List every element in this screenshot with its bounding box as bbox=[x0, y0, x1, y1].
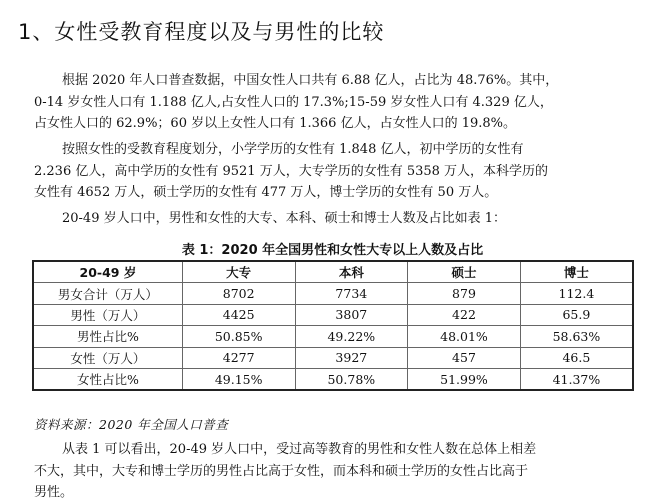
header-cell-age: 20-49 岁 bbox=[33, 261, 182, 283]
table-cell: 49.22% bbox=[295, 326, 408, 347]
table-cell: 3927 bbox=[295, 347, 408, 368]
text-line: 20-49 岁人口中，男性和女性的大专、本科、硕士和博士人数及占比如表 1： bbox=[62, 211, 507, 226]
table-cell: 51.99% bbox=[408, 368, 521, 390]
table-cell: 457 bbox=[408, 347, 521, 368]
table-cell: 46.5 bbox=[520, 347, 633, 368]
table-cell: 4425 bbox=[182, 304, 295, 325]
table-cell: 7734 bbox=[295, 283, 408, 304]
text-line: 女性有 4652 万人，硕士学历的女性有 477 万人，博士学历的女性有 50 万人。 bbox=[34, 185, 498, 200]
text-line: 占女性人口的 62.9%；60 岁以上女性人口有 1.366 亿人，占女性人口的 19.8%。 bbox=[34, 116, 517, 131]
header-cell-master: 硕士 bbox=[408, 261, 521, 283]
table-cell: 112.4 bbox=[520, 283, 633, 304]
row-label: 男女合计（万人） bbox=[33, 283, 182, 304]
table-cell: 422 bbox=[408, 304, 521, 325]
row-label: 女性占比% bbox=[33, 368, 182, 390]
paragraph-education bbox=[34, 139, 636, 204]
section-heading: 1、女性受教育程度以及与男性的比较 bbox=[18, 20, 385, 44]
paragraph-table-intro bbox=[34, 208, 636, 230]
table-cell: 48.01% bbox=[408, 326, 521, 347]
table-row bbox=[33, 326, 633, 347]
row-label: 男性（万人） bbox=[33, 304, 182, 325]
table-row bbox=[33, 304, 633, 325]
table-cell: 4277 bbox=[182, 347, 295, 368]
table-cell: 3807 bbox=[295, 304, 408, 325]
table-cell: 41.37% bbox=[520, 368, 633, 390]
row-label: 女性（万人） bbox=[33, 347, 182, 368]
text-line: 2.236 亿人，高中学历的女性有 9521 万人，大专学历的女性有 5358 万人，本科学历的 bbox=[34, 163, 549, 179]
text-line: 按照女性的受教育程度划分，小学学历的女性有 1.848 亿人，初中学历的女性有 bbox=[62, 142, 524, 157]
table-row bbox=[33, 283, 633, 304]
header-cell-junior-college: 大专 bbox=[182, 261, 295, 283]
text-line: 0-14 岁女性人口有 1.188 亿人,占女性人口的 17.3%;15-59 岁女性人口有 4.329 亿人， bbox=[34, 94, 553, 110]
table-cell: 65.9 bbox=[520, 304, 633, 325]
table-header-row bbox=[33, 261, 633, 283]
text-line: 根据 2020 年人口普查数据，中国女性人口共有 6.88 亿人，占比为 48.76%。其中， bbox=[62, 73, 559, 88]
paragraph-conclusion bbox=[34, 439, 636, 504]
header-cell-doctor: 博士 bbox=[520, 261, 633, 283]
table-caption: 表 1：2020 年全国男性和女性大专以上人数及占比 bbox=[181, 243, 484, 258]
data-source-note: 资料来源：2020 年全国人口普查 bbox=[34, 417, 229, 432]
table-cell: 8702 bbox=[182, 283, 295, 304]
table-row bbox=[33, 368, 633, 390]
paragraph-population bbox=[34, 70, 636, 135]
text-line: 不大，其中，大专和博士学历的男性占比高于女性，而本科和硕士学历的女性占比高于 bbox=[34, 463, 529, 479]
table-cell: 49.15% bbox=[182, 368, 295, 390]
table-cell: 50.78% bbox=[295, 368, 408, 390]
text-line: 从表 1 可以看出，20-49 岁人口中，受过高等教育的男性和女性人数在总体上相差 bbox=[62, 442, 537, 457]
table-cell: 879 bbox=[408, 283, 521, 304]
table-row bbox=[33, 347, 633, 368]
education-table bbox=[32, 260, 634, 391]
header-cell-bachelor: 本科 bbox=[295, 261, 408, 283]
table-cell: 50.85% bbox=[182, 326, 295, 347]
row-label: 男性占比% bbox=[33, 326, 182, 347]
table-cell: 58.63% bbox=[520, 326, 633, 347]
text-line: 男性。 bbox=[34, 485, 74, 500]
